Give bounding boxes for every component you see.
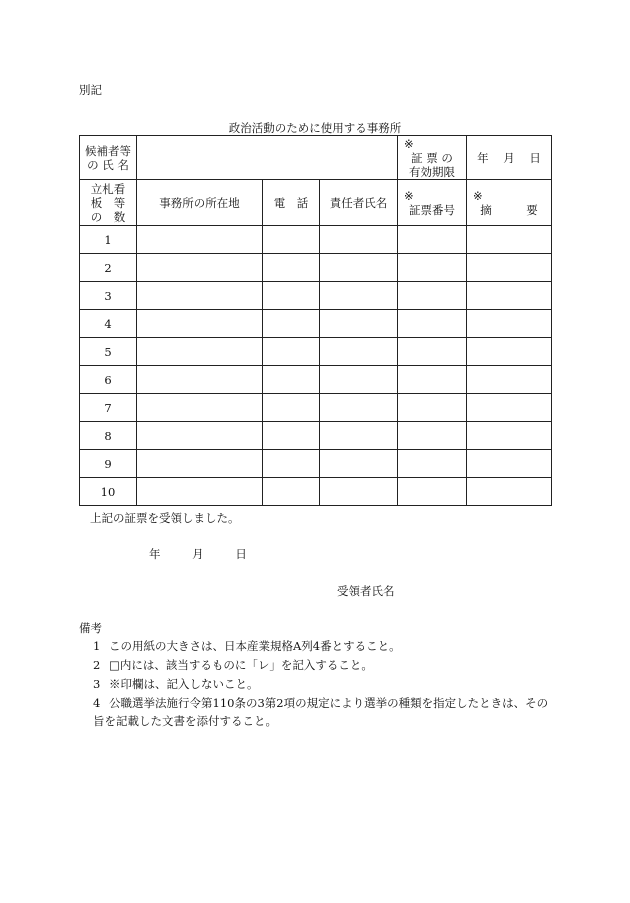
table-cell[interactable]: [137, 366, 263, 394]
row-number: 9: [80, 450, 137, 478]
table-cell[interactable]: [320, 366, 398, 394]
kome-mark: ※: [473, 188, 483, 203]
table-cell[interactable]: [467, 450, 552, 478]
table-cell[interactable]: [137, 254, 263, 282]
remarks-heading: 備考: [79, 621, 102, 635]
table-cell[interactable]: [398, 310, 467, 338]
table-cell[interactable]: [398, 366, 467, 394]
table-row: [80, 226, 552, 254]
col-sign-count: 立札看 板 等 の 数: [80, 180, 137, 226]
table-cell[interactable]: [467, 366, 552, 394]
table-cell[interactable]: [137, 310, 263, 338]
row-number: 8: [80, 422, 137, 450]
table-cell[interactable]: [320, 450, 398, 478]
table-cell[interactable]: [263, 310, 320, 338]
table-row: [80, 282, 552, 310]
table-cell[interactable]: [467, 226, 552, 254]
table-cell[interactable]: [263, 366, 320, 394]
col-certificate-number: ※ 証票番号: [398, 180, 467, 226]
table-row: [80, 450, 552, 478]
table-cell[interactable]: [137, 478, 263, 506]
table-cell[interactable]: [320, 310, 398, 338]
table-cell[interactable]: [320, 282, 398, 310]
table-cell[interactable]: [137, 282, 263, 310]
annex-heading: 別記: [79, 83, 102, 97]
candidate-name-label: 候補者等 の 氏 名: [80, 136, 137, 180]
remark-item: 2 □内には、該当するものに「レ」を記入すること。: [93, 658, 373, 672]
remark-item: 3 ※印欄は、記入しないこと。: [93, 677, 259, 691]
table-cell[interactable]: [467, 282, 552, 310]
office-form-table: [79, 135, 552, 506]
table-row: [80, 422, 552, 450]
table-cell[interactable]: [398, 338, 467, 366]
table-cell[interactable]: [263, 254, 320, 282]
kome-mark: ※: [404, 136, 414, 151]
table-row: [80, 338, 552, 366]
table-cell[interactable]: [263, 422, 320, 450]
kome-mark: ※: [404, 188, 414, 203]
table-cell[interactable]: [263, 478, 320, 506]
table-cell[interactable]: [263, 338, 320, 366]
col-phone: 電 話: [263, 180, 320, 226]
table-cell[interactable]: [320, 478, 398, 506]
row-number: 10: [80, 478, 137, 506]
table-cell[interactable]: [263, 282, 320, 310]
table-cell[interactable]: [467, 394, 552, 422]
table-cell[interactable]: [263, 226, 320, 254]
table-cell[interactable]: [398, 422, 467, 450]
remark-item: 1 この用紙の大きさは、日本産業規格A列4番とすること。: [93, 639, 401, 653]
validity-date-field[interactable]: 年 月 日: [467, 136, 552, 180]
table-row: [80, 310, 552, 338]
table-cell[interactable]: [467, 338, 552, 366]
table-cell[interactable]: [137, 450, 263, 478]
table-cell[interactable]: [398, 282, 467, 310]
candidate-name-field[interactable]: [137, 136, 398, 180]
col-manager-name: 責任者氏名: [320, 180, 398, 226]
table-cell[interactable]: [467, 478, 552, 506]
table-row: [80, 478, 552, 506]
table-cell[interactable]: [398, 478, 467, 506]
table-cell[interactable]: [467, 254, 552, 282]
header-row: [80, 180, 552, 226]
table-cell[interactable]: [263, 394, 320, 422]
table-cell[interactable]: [137, 394, 263, 422]
remark-item-continuation: 旨を記載した文書を添付すること。: [93, 714, 277, 728]
table-cell[interactable]: [398, 226, 467, 254]
table-cell[interactable]: [320, 394, 398, 422]
row-number: 5: [80, 338, 137, 366]
table-cell[interactable]: [320, 422, 398, 450]
table-row: [80, 254, 552, 282]
table-cell[interactable]: [398, 394, 467, 422]
table-cell[interactable]: [398, 450, 467, 478]
table-cell[interactable]: [467, 310, 552, 338]
table-cell[interactable]: [137, 226, 263, 254]
table-cell[interactable]: [263, 450, 320, 478]
receiver-name-label: 受領者氏名: [337, 584, 395, 598]
row-number: 6: [80, 366, 137, 394]
remark-item: 4 公職選挙法施行令第110条の3第2項の規定により選挙の種類を指定したときは、その: [93, 696, 549, 710]
table-cell[interactable]: [467, 422, 552, 450]
col-office-location: 事務所の所在地: [137, 180, 263, 226]
candidate-row: [80, 136, 552, 180]
row-number: 2: [80, 254, 137, 282]
col-summary: ※ 摘 要: [467, 180, 552, 226]
table-cell[interactable]: [137, 338, 263, 366]
table-cell[interactable]: [137, 422, 263, 450]
row-number: 7: [80, 394, 137, 422]
table-cell[interactable]: [320, 338, 398, 366]
row-number: 1: [80, 226, 137, 254]
table-cell[interactable]: [320, 254, 398, 282]
row-number: 4: [80, 310, 137, 338]
received-statement: 上記の証票を受領しました。: [90, 511, 240, 525]
form-title: 政治活動のために使用する事務所: [228, 121, 402, 135]
validity-label: ※ 証 票 の 有効期限: [398, 136, 467, 180]
row-number: 3: [80, 282, 137, 310]
table-cell[interactable]: [398, 254, 467, 282]
received-date-line[interactable]: 年 月 日: [149, 547, 247, 561]
table-row: [80, 366, 552, 394]
table-cell[interactable]: [320, 226, 398, 254]
table-row: [80, 394, 552, 422]
